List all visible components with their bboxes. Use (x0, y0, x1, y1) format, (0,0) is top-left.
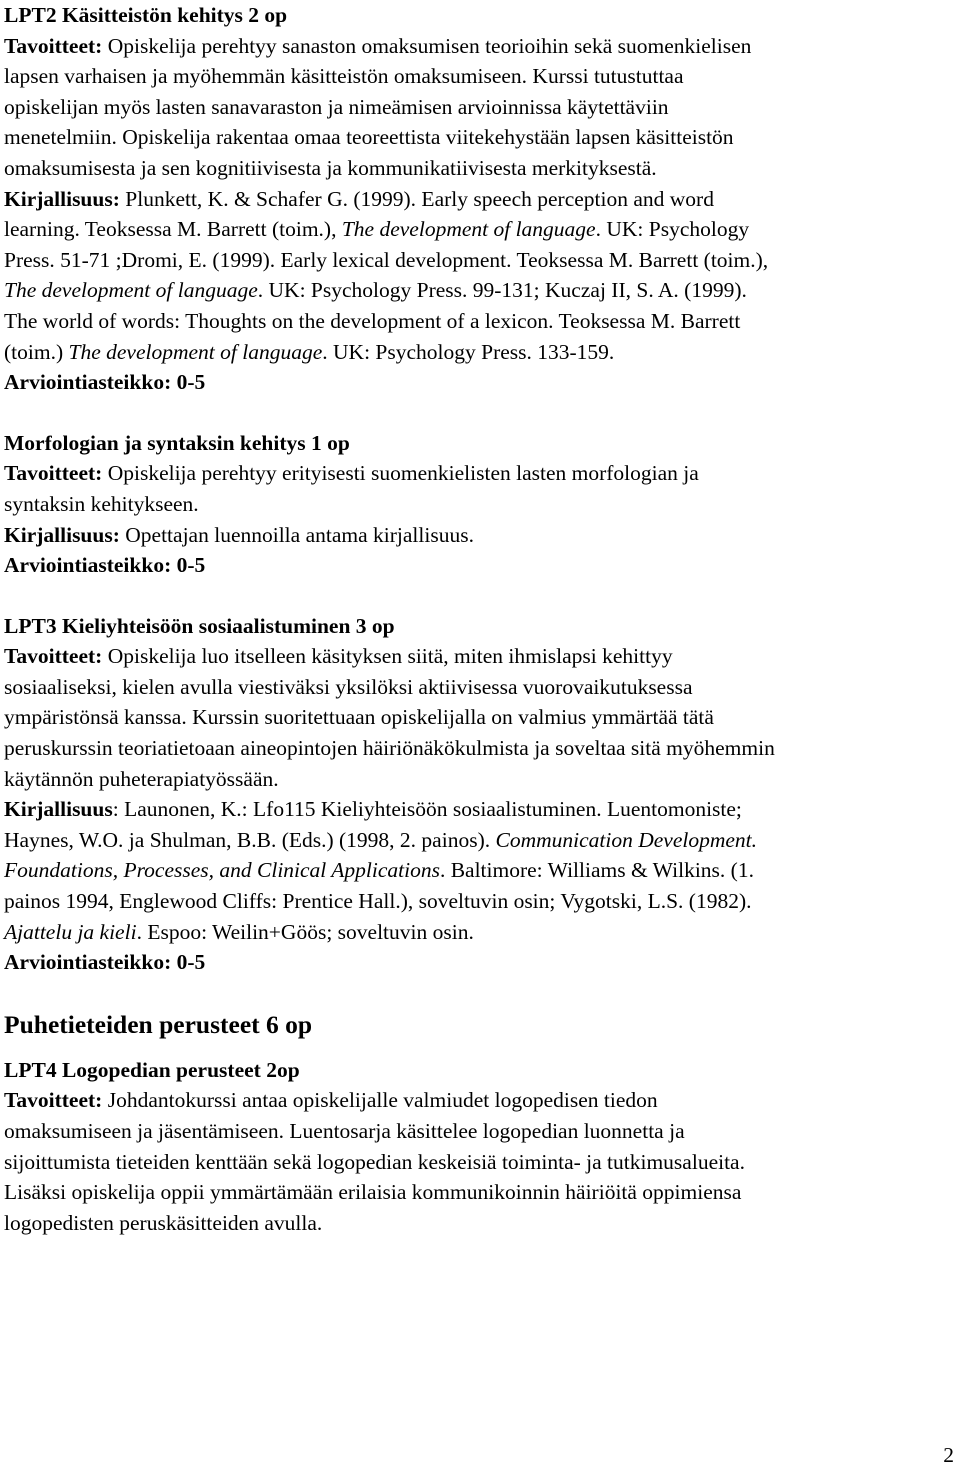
goals-line: ympäristönsä kanssa. Kurssin suoritettuaan opiskelijalla on valmius ymmärtää tätä (4, 705, 714, 730)
goals-line (4, 641, 954, 672)
literature-text: : Launonen, K.: Lfo115 Kieliyhteisöön sosiaalistuminen. Luentomoniste; (112, 797, 742, 822)
literature-line (4, 184, 954, 215)
goals-line (4, 31, 954, 62)
literature-text: Opettajan luennoilla antama kirjallisuus. (119, 522, 474, 547)
literature-line: painos 1994, Englewood Cliffs: Prentice Hall.), soveltuvin osin; Vygotski, L.S. (1982). (4, 889, 752, 914)
goals-text: Opiskelija perehtyy sanaston omaksumisen teorioihin sekä suomenkielisen (102, 33, 752, 58)
rating-scale: Arviointiasteikko: 0-5 (4, 950, 206, 975)
book-title: Foundations, Processes, and Clinical Applications (4, 858, 440, 883)
rating-scale: Arviointiasteikko: 0-5 (4, 370, 206, 395)
goals-line: lapsen varhaisen ja myöhemmän käsitteistön omaksumiseen. Kurssi tutustuttaa (4, 64, 684, 89)
goals-line: käytännön puheterapiatyössään. (4, 766, 279, 791)
goals-line: omaksumiseen ja jäsentämiseen. Luentosarja käsittelee logopedian luonnetta ja (4, 1119, 685, 1143)
goals-text: Johdantokurssi antaa opiskelijalle valmiudet logopedisen tiedon (102, 1088, 658, 1113)
course-title-lpt2: LPT2 Käsitteistön kehitys 2 op (4, 3, 288, 27)
goals-label: Tavoitteet: (4, 1088, 103, 1113)
goals-line: syntaksin kehitykseen. (4, 491, 199, 516)
literature-line (4, 214, 954, 245)
main-heading: Puhetieteiden perusteet 6 op (4, 1009, 313, 1039)
goals-line (4, 1085, 954, 1116)
literature-line (4, 825, 954, 856)
document-page (4, 0, 954, 1238)
goals-line: Lisäksi opiskelija oppii ymmärtämään erilaisia kommunikoinnin häiriöitä oppimiensa (4, 1180, 742, 1205)
goals-line: sijoittumista tieteiden kenttään sekä logopedian keskeisiä toiminta- ja tutkimusalueita. (4, 1149, 745, 1174)
book-title: Communication Development. (495, 827, 758, 852)
literature-text: . Baltimore: Williams & Wilkins. (1. (439, 858, 754, 883)
book-title: The development of language (341, 217, 596, 242)
literature-line (4, 794, 954, 825)
literature-line (4, 855, 954, 886)
goals-line: peruskurssin teoriatietoaan aineopintojen häiriönäkökulmista ja soveltaa sitä myöhemmin (4, 736, 775, 761)
literature-text: (toim.) (4, 339, 69, 364)
literature-line (4, 337, 954, 368)
goals-line: menetelmiin. Opiskelija rakentaa omaa teoreettista viitekehystään lapsen käsitteistön (4, 125, 734, 150)
literature-text: learning. Teoksessa M. Barrett (toim.), (4, 217, 342, 242)
page-number: 2 (943, 1443, 954, 1467)
goals-text: Opiskelija luo itselleen käsityksen siitä, miten ihmislapsi kehittyy (102, 644, 673, 669)
book-title: The development of language (68, 339, 323, 364)
course-title-morphology: Morfologian ja syntaksin kehitys 1 op (4, 430, 350, 455)
book-title: Ajattelu ja kieli (4, 919, 137, 944)
goals-line: sosiaaliseksi, kielen avulla viestiväksi yksilöksi aktiivisessa vuorovaikutuksessa (4, 674, 693, 699)
course-title-lpt4: LPT4 Logopedian perusteet 2op (4, 1057, 300, 1082)
literature-line (4, 275, 954, 306)
literature-label: Kirjallisuus (4, 797, 113, 822)
literature-line: The world of words: Thoughts on the development of a lexicon. Teoksessa M. Barrett (4, 308, 741, 333)
goals-label: Tavoitteet: (4, 644, 103, 669)
literature-text: Plunkett, K. & Schafer G. (1999). Early speech perception and word (119, 186, 714, 211)
goals-line: logopedisten peruskäsitteiden avulla. (4, 1210, 323, 1235)
literature-label: Kirjallisuus: (4, 522, 120, 547)
literature-label: Kirjallisuus: (4, 186, 120, 211)
course-title-lpt3: LPT3 Kieliyhteisöön sosiaalistuminen 3 op (4, 613, 395, 638)
book-title: The development of language (4, 278, 258, 303)
literature-line (4, 917, 954, 948)
goals-label: Tavoitteet: (4, 33, 103, 58)
goals-line: opiskelijan myös lasten sanavaraston ja nimeämisen arvioinnissa käytettäviin (4, 94, 669, 119)
literature-text: . Espoo: Weilin+Göös; soveltuvin osin. (136, 919, 474, 944)
literature-text: . UK: Psychology Press. 99-131; Kuczaj II, S. A. (1999). (257, 278, 747, 303)
goals-line: omaksumisesta ja sen kognitiivisesta ja kommunikatiivisesta merkityksestä. (4, 155, 657, 180)
literature-line: Press. 51-71 ;Dromi, E. (1999). Early lexical development. Teoksessa M. Barrett (toim.), (4, 247, 769, 272)
rating-scale: Arviointiasteikko: 0-5 (4, 553, 206, 578)
literature-text: Haynes, W.O. ja Shulman, B.B. (Eds.) (1998, 2. painos). (4, 827, 496, 852)
goals-label: Tavoitteet: (4, 461, 103, 486)
literature-line (4, 520, 954, 551)
goals-line (4, 458, 954, 489)
goals-text: Opiskelija perehtyy erityisesti suomenkielisten lasten morfologian ja (102, 461, 699, 486)
literature-text: . UK: Psychology (595, 217, 750, 242)
literature-text: . UK: Psychology Press. 133-159. (322, 339, 615, 364)
